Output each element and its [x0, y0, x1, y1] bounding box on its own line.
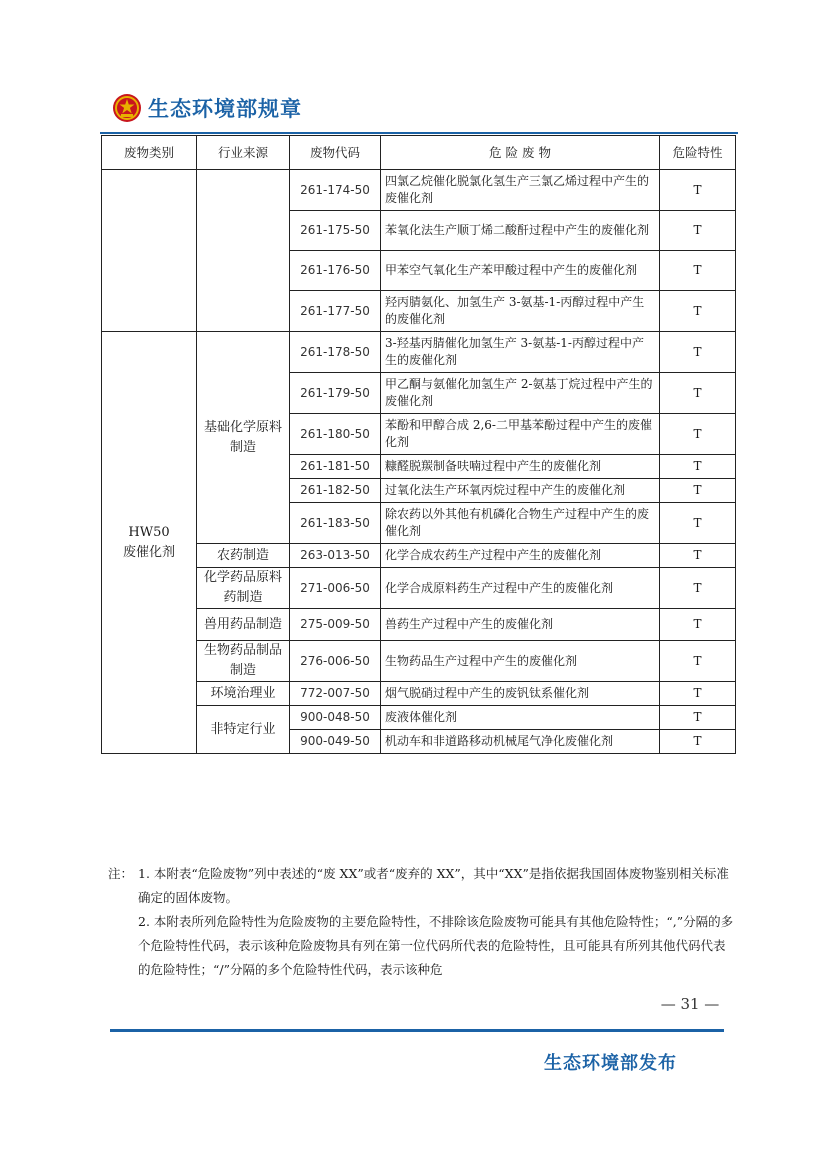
waste-description: 除农药以外其他有机磷化合物生产过程中产生的废催化剂 — [381, 503, 660, 544]
industry-source-cell: 农药制造 — [197, 544, 290, 568]
header-title: 生态环境部规章 — [148, 97, 302, 121]
industry-source-cell: 环境治理业 — [197, 682, 290, 706]
waste-description: 四氯乙烷催化脱氯化氢生产三氯乙烯过程中产生的废催化剂 — [381, 170, 660, 211]
waste-code: 276-006-50 — [290, 641, 381, 682]
waste-code: 263-013-50 — [290, 544, 381, 568]
waste-code: 271-006-50 — [290, 568, 381, 609]
waste-code: 772-007-50 — [290, 682, 381, 706]
waste-code: 261-178-50 — [290, 332, 381, 373]
table-row — [102, 609, 736, 641]
waste-description: 甲苯空气氧化生产苯甲酸过程中产生的废催化剂 — [381, 251, 660, 291]
industry-source-cell: 生物药品制品制造 — [197, 641, 290, 682]
hazard-code: T — [660, 706, 736, 730]
waste-description: 甲乙酮与氨催化加氢生产 2-氨基丁烷过程中产生的废催化剂 — [381, 373, 660, 414]
waste-code: 261-183-50 — [290, 503, 381, 544]
table-row — [102, 332, 736, 373]
table-row — [102, 568, 736, 609]
hazardous-waste-table — [101, 135, 736, 754]
waste-description: 兽药生产过程中产生的废催化剂 — [381, 609, 660, 641]
waste-description: 废液体催化剂 — [381, 706, 660, 730]
note-2 — [108, 910, 734, 982]
footer-publisher: 生态环境部发布 — [544, 1053, 677, 1074]
page-number: — 31 — — [660, 995, 720, 1013]
waste-description: 生物药品生产过程中产生的废催化剂 — [381, 641, 660, 682]
table-notes — [108, 862, 734, 982]
hazard-code: T — [660, 609, 736, 641]
col-header-source: 行业来源 — [197, 136, 290, 170]
hazard-code: T — [660, 503, 736, 544]
waste-code: 261-179-50 — [290, 373, 381, 414]
waste-code: 275-009-50 — [290, 609, 381, 641]
hazard-code: T — [660, 455, 736, 479]
waste-code: 261-180-50 — [290, 414, 381, 455]
waste-description: 羟丙腈氨化、加氢生产 3-氨基-1-丙醇过程中产生的废催化剂 — [381, 291, 660, 332]
col-header-code: 废物代码 — [290, 136, 381, 170]
waste-code: 261-176-50 — [290, 251, 381, 291]
note-1-text: 1. 本附表“危险废物”列中表述的“废 XX”或者“废弃的 XX”，其中“XX”是指依据我国固体废物鉴别相关标准确定的固体废物。 — [138, 866, 729, 905]
waste-code: 261-174-50 — [290, 170, 381, 211]
national-emblem-icon — [112, 93, 142, 123]
hazard-code: T — [660, 682, 736, 706]
waste-code: 261-181-50 — [290, 455, 381, 479]
hazard-code: T — [660, 211, 736, 251]
table-row — [102, 706, 736, 730]
table-row — [102, 544, 736, 568]
col-header-waste: 危 险 废 物 — [381, 136, 660, 170]
hazard-code: T — [660, 251, 736, 291]
waste-code: 261-182-50 — [290, 479, 381, 503]
note-2-text: 2. 本附表所列危险特性为危险废物的主要危险特性，不排除该危险废物可能具有其他危险特性；“,”分隔的多个危险特性代码，表示该种危险废物具有列在第一位代码所代表的危险特性，且可能具有所列其他代码代表的危险特性；“/”分隔的多个危险特性代码，表示该种危 — [138, 914, 734, 977]
waste-code: 261-177-50 — [290, 291, 381, 332]
waste-description: 化学合成农药生产过程中产生的废催化剂 — [381, 544, 660, 568]
waste-code: 261-175-50 — [290, 211, 381, 251]
waste-description: 苯酚和甲醇合成 2,6-二甲基苯酚过程中产生的废催化剂 — [381, 414, 660, 455]
hazard-code: T — [660, 414, 736, 455]
table-row — [102, 682, 736, 706]
hazard-code: T — [660, 170, 736, 211]
waste-description: 苯氧化法生产顺丁烯二酸酐过程中产生的废催化剂 — [381, 211, 660, 251]
source-cell-continued — [197, 170, 290, 332]
footer-divider — [110, 1029, 724, 1032]
hazard-code: T — [660, 479, 736, 503]
note-1 — [108, 862, 734, 910]
industry-source-cell: 非特定行业 — [197, 706, 290, 754]
waste-description: 化学合成原料药生产过程中产生的废催化剂 — [381, 568, 660, 609]
notes-prefix: 注： — [108, 866, 134, 881]
waste-description: 过氧化法生产环氧丙烷过程中产生的废催化剂 — [381, 479, 660, 503]
industry-source-cell: 化学药品原料药制造 — [197, 568, 290, 609]
hazard-code: T — [660, 730, 736, 754]
table-row — [102, 641, 736, 682]
waste-description: 3-羟基丙腈催化加氢生产 3-氨基-1-丙醇过程中产生的废催化剂 — [381, 332, 660, 373]
industry-source-cell: 基础化学原料制造 — [197, 332, 290, 544]
waste-category-cell: HW50 废催化剂 — [102, 332, 197, 754]
hazard-code: T — [660, 544, 736, 568]
waste-description: 烟气脱硝过程中产生的废钒钛系催化剂 — [381, 682, 660, 706]
table-row — [102, 170, 736, 211]
col-header-category: 废物类别 — [102, 136, 197, 170]
category-cell-continued — [102, 170, 197, 332]
waste-description: 糠醛脱羰制备呋喃过程中产生的废催化剂 — [381, 455, 660, 479]
hazard-code: T — [660, 373, 736, 414]
header-divider — [100, 132, 738, 134]
col-header-hazard: 危险特性 — [660, 136, 736, 170]
waste-code: 900-049-50 — [290, 730, 381, 754]
industry-source-cell: 兽用药品制造 — [197, 609, 290, 641]
table-header-row — [102, 136, 736, 170]
waste-description: 机动车和非道路移动机械尾气净化废催化剂 — [381, 730, 660, 754]
hazard-code: T — [660, 332, 736, 373]
page-header — [112, 88, 302, 128]
hazard-code: T — [660, 568, 736, 609]
waste-code: 900-048-50 — [290, 706, 381, 730]
hazard-code: T — [660, 641, 736, 682]
hazard-code: T — [660, 291, 736, 332]
